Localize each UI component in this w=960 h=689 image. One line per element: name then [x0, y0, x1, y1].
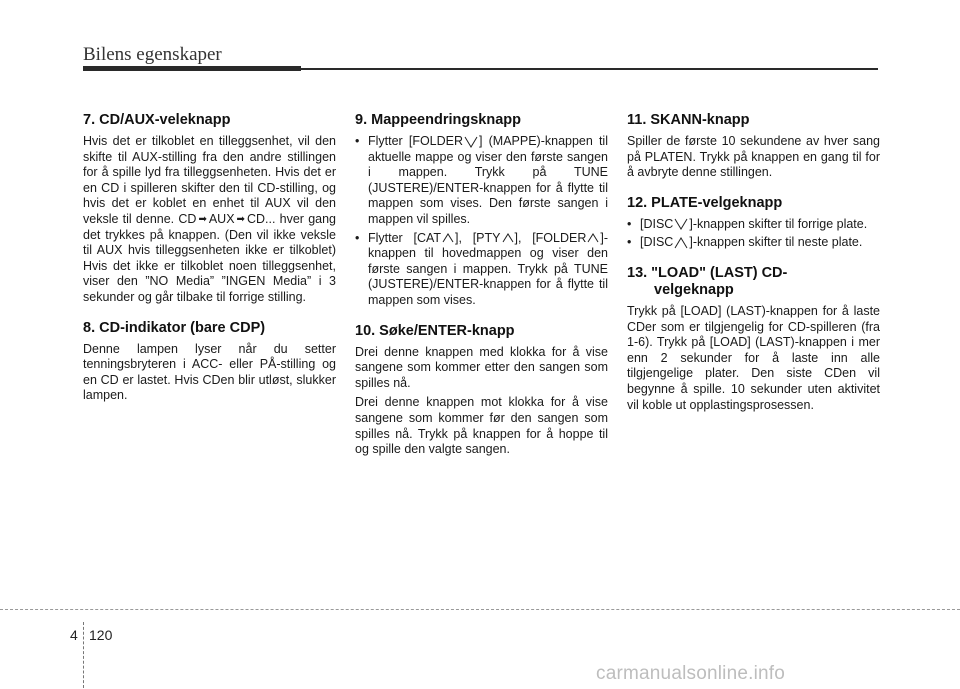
chevron-up-icon [674, 237, 688, 249]
section-7-text-b: AUX [208, 211, 235, 226]
section-12 [627, 195, 880, 251]
footer-divider [0, 609, 960, 611]
section-9 [355, 112, 608, 309]
section-10-text-1: Drei denne knappen med klokka for å vise sangene som kommer etter den sangen som spilles nå. [355, 344, 608, 390]
column-middle [355, 112, 608, 472]
chevron-down-icon [464, 136, 478, 148]
section-7 [83, 112, 336, 306]
right-arrow-icon: ➡ [236, 213, 245, 225]
section-10-title: 10. Søke/ENTER-knapp [355, 322, 515, 339]
section-13-text: Trykk på [LOAD] (LAST)-knappen for å laste CDer som er tilgjengelig for CD-spilleren (fra 1-6). Trykk på [LOAD] (LAST)-knappen i mer enn 2 sekunder for å laste inn alle tilgjengelige plater. Den siste CDen vil begynne å spille. 10 sekunder uten aktivitet vil koble ut opplastingsprosessen. [627, 303, 880, 412]
page-header-title: Bilens egenskaper [83, 44, 222, 65]
section-8-title: 8. CD-indikator (bare CDP) [83, 319, 266, 336]
section-12-bullet-2-b: ]-knappen skifter til neste plate. [689, 235, 863, 250]
section-11 [627, 112, 880, 181]
section-9-list [355, 134, 608, 309]
bullet: • [627, 216, 632, 231]
section-11-title: 11. SKANN-knapp [627, 112, 750, 128]
section-8 [83, 320, 336, 404]
column-left [83, 112, 336, 418]
bullet: • [355, 230, 360, 245]
section-13-title-line-2: velgeknapp [654, 281, 734, 298]
chapter-number: 4 [70, 627, 78, 643]
chevron-up-icon [587, 233, 599, 243]
chevron-up-icon [502, 233, 514, 243]
section-9-title: 9. Mappeendringsknapp [355, 112, 521, 128]
section-10 [355, 323, 608, 458]
section-11-text: Spiller de første 10 sekundene av hver sang på PLATEN. Trykk på knappen en gang til for å avbryte denne stillingen. [627, 134, 880, 180]
bullet: • [355, 134, 360, 148]
list-item [627, 235, 880, 251]
section-7-text-c: CD... hver gang det trykkes på knappen. (Den vil ikke veksle til AUX hvis tilleggsenheten ikke er tilkoblet) Hvis det ikke er tilkoblet noen tilleggsenhet, viser den ”NO Media” ”INGEN Media” i 3 sekunder og går tilbake til forrige stilling. [83, 211, 336, 304]
header-rule [301, 68, 878, 70]
page-number: 120 [89, 627, 113, 643]
section-10-text-2: Drei denne knappen mot klokka for å vise sangene som kommer før den sangen som spilles nå. Trykk på knappen for å hoppe til og spille den valgte sangen. [355, 395, 608, 457]
chevron-down-icon [674, 218, 688, 230]
list-item [355, 231, 608, 309]
section-9-bullet-2-c: ], [FOLDER [514, 230, 587, 245]
section-13-title [627, 265, 880, 299]
section-8-text: Denne lampen lyser når du setter tenningsbryteren i ACC- eller PÅ-stilling og en CD er lastet. Hvis CDen blir utløst, slukker lampen. [83, 341, 336, 403]
section-7-title: 7. CD/AUX-veleknapp [83, 112, 231, 128]
column-right [627, 112, 880, 427]
header-bar [83, 66, 301, 71]
section-13 [627, 265, 880, 413]
section-9-bullet-1-b: ] (MAPPE)-knappen til aktuelle mappe og viser den første sangen i mappen. Trykk på TUNE (JUSTERE)/ENTER-knappen for å flytte til mappen som vises. Den første sangen i mappen vil spilles. [368, 134, 608, 226]
section-9-bullet-2-b: ], [PTY [455, 230, 501, 245]
section-9-bullet-2-a: Flytter [CAT [368, 230, 442, 245]
list-item [355, 134, 608, 228]
section-12-bullet-2-a: [DISC [640, 235, 674, 250]
section-12-list [627, 217, 880, 251]
footer-divider-vertical [83, 622, 85, 688]
section-7-text [83, 134, 336, 306]
section-12-title: 12. PLATE-velgeknapp [627, 194, 783, 211]
chevron-up-icon [442, 233, 454, 243]
section-9-bullet-1-a: Flytter [FOLDER [368, 134, 464, 148]
list-item [627, 217, 880, 233]
section-9-bullet-2-d: ]-knappen til hovedmappen og viser den første sangen i mappen. Trykk på TUNE (JUSTERE)/ENTER-knappen for å flytte til mappen som vises. [368, 230, 609, 307]
right-arrow-icon: ➡ [198, 213, 207, 225]
watermark: carmanualsonline.info [596, 663, 786, 684]
section-13-title-line-1: 13. "LOAD" (LAST) CD- [627, 264, 788, 281]
section-12-bullet-1-a: [DISC [640, 216, 674, 231]
bullet: • [627, 235, 632, 250]
section-12-bullet-1-b: ]-knappen skifter til forrige plate. [689, 216, 868, 231]
section-7-text-a: Hvis det er tilkoblet en tilleggsenhet, vil den skifte til AUX-stilling fra den andre stillingen for å spille lyd fra tilleggsenheten. Hvis det er en CD i spilleren skifter den til CD-stilling, og hvis det er koblet en enhet til AUX vil den veksle til denne. CD [83, 134, 336, 226]
